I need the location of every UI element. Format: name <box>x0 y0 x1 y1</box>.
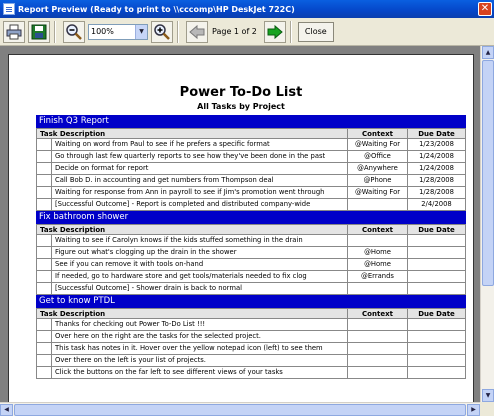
task-check-cell <box>37 283 52 294</box>
column-header-context: Context <box>347 225 407 234</box>
project-header: Get to know PTDL <box>36 295 466 308</box>
task-due-date: 1/28/2008 <box>407 187 465 198</box>
task-context: @Waiting For <box>347 187 407 198</box>
task-description: [Successful Outcome] - Report is completed and distributed company-wide <box>55 200 311 208</box>
scroll-up-icon[interactable]: ▲ <box>482 46 494 59</box>
zoom-select[interactable] <box>88 24 148 40</box>
column-header-context: Context <box>347 309 407 318</box>
task-check-cell <box>37 139 52 150</box>
save-button[interactable] <box>28 21 50 43</box>
task-row <box>36 271 466 283</box>
task-check-cell <box>37 187 52 198</box>
save-icon <box>31 24 47 40</box>
report-title: Power To-Do List <box>179 85 303 100</box>
task-due-date <box>407 247 465 258</box>
task-due-date <box>407 355 465 366</box>
column-header-due-date: Due Date <box>407 129 465 138</box>
task-context <box>347 235 407 246</box>
print-button[interactable] <box>3 21 25 43</box>
task-due-date <box>407 259 465 270</box>
task-due-date <box>407 235 465 246</box>
task-row <box>36 187 466 199</box>
task-row <box>36 235 466 247</box>
task-row <box>36 139 466 151</box>
zoom-in-icon <box>154 24 170 40</box>
column-header-description: Task Description <box>40 310 106 318</box>
column-header-due-date: Due Date <box>407 225 465 234</box>
task-context: @Phone <box>347 175 407 186</box>
task-row <box>36 343 466 355</box>
task-due-date <box>407 319 465 330</box>
task-description: Waiting for response from Ann in payroll to see if Jim's promotion went through <box>55 188 325 196</box>
window-close-button[interactable]: ✕ <box>478 2 492 16</box>
task-check-cell <box>37 367 52 378</box>
task-check-cell <box>37 331 52 342</box>
task-description: Waiting on word from Paul to see if he prefers a specific format <box>55 140 270 148</box>
task-row <box>36 199 466 211</box>
toolbar-separator <box>54 21 56 43</box>
task-row <box>36 259 466 271</box>
report-page <box>8 54 474 406</box>
task-description: Thanks for checking out Power To-Do List !!! <box>55 320 206 328</box>
task-description: See if you can remove it with tools on-hand <box>55 260 204 268</box>
vertical-scroll-thumb[interactable] <box>482 60 494 286</box>
chevron-down-icon[interactable]: ▼ <box>135 25 147 39</box>
page-indicator: Page 1 of 2 <box>212 27 257 36</box>
task-check-cell <box>37 319 52 330</box>
project-header: Fix bathroom shower <box>36 211 466 224</box>
next-page-button[interactable] <box>264 21 286 43</box>
scrollbar-corner <box>480 402 494 416</box>
task-context: @Office <box>347 151 407 162</box>
task-due-date: 1/28/2008 <box>407 175 465 186</box>
toolbar-separator <box>177 21 179 43</box>
report-table <box>36 115 466 379</box>
task-due-date: 1/24/2008 <box>407 163 465 174</box>
task-due-date: 1/24/2008 <box>407 151 465 162</box>
scroll-left-icon[interactable]: ◀ <box>0 404 13 416</box>
task-due-date: 1/23/2008 <box>407 139 465 150</box>
task-context <box>347 283 407 294</box>
close-button[interactable]: Close <box>298 22 334 42</box>
column-header-description: Task Description <box>40 226 106 234</box>
task-check-cell <box>37 151 52 162</box>
task-description: [Successful Outcome] - Shower drain is back to normal <box>55 284 243 292</box>
task-row <box>36 283 466 295</box>
task-description: Waiting to see if Carolyn knows if the kids stuffed something in the drain <box>55 236 303 244</box>
column-header-context: Context <box>347 129 407 138</box>
report-window-icon <box>3 3 15 15</box>
task-row <box>36 163 466 175</box>
task-check-cell <box>37 343 52 354</box>
project-header: Finish Q3 Report <box>36 115 466 128</box>
task-context: @Home <box>347 247 407 258</box>
task-description: This task has notes in it. Hover over the yellow notepad icon (left) to see them <box>55 344 323 352</box>
scroll-down-icon[interactable]: ▼ <box>482 389 494 402</box>
zoom-out-icon <box>66 24 82 40</box>
horizontal-scroll-thumb[interactable] <box>14 404 466 416</box>
task-context <box>347 319 407 330</box>
task-due-date <box>407 271 465 282</box>
task-description: Figure out what's clogging up the drain in the shower <box>55 248 237 256</box>
task-check-cell <box>37 247 52 258</box>
task-context: @Home <box>347 259 407 270</box>
task-check-cell <box>37 259 52 270</box>
task-check-cell <box>37 175 52 186</box>
arrow-left-icon <box>189 24 205 40</box>
task-check-cell <box>37 199 52 210</box>
task-context <box>347 331 407 342</box>
column-header-row <box>36 308 466 319</box>
report-subtitle: All Tasks by Project <box>197 102 285 111</box>
vertical-scrollbar[interactable] <box>480 46 494 402</box>
task-due-date <box>407 283 465 294</box>
previous-page-button[interactable] <box>186 21 208 43</box>
window-title: Report Preview (Ready to print to \\cccomp\HP DeskJet 722C) <box>18 4 295 14</box>
task-description: Call Bob D. in accounting and get numbers from Thompson deal <box>55 176 274 184</box>
column-header-due-date: Due Date <box>407 309 465 318</box>
task-check-cell <box>37 235 52 246</box>
task-due-date <box>407 343 465 354</box>
zoom-in-button[interactable] <box>151 21 173 43</box>
task-row <box>36 175 466 187</box>
task-row <box>36 151 466 163</box>
task-description: Decide on format for report <box>55 164 149 172</box>
task-due-date: 2/4/2008 <box>407 199 465 210</box>
preview-toolbar <box>0 18 494 46</box>
task-description: If needed, go to hardware store and get tools/materials needed to fix clog <box>55 272 307 280</box>
task-check-cell <box>37 163 52 174</box>
zoom-value: 100% <box>91 27 114 36</box>
arrow-right-icon <box>267 24 283 40</box>
preview-area[interactable] <box>0 46 480 406</box>
task-context <box>347 355 407 366</box>
task-context: @Waiting For <box>347 139 407 150</box>
column-header-row <box>36 128 466 139</box>
task-due-date <box>407 331 465 342</box>
task-row <box>36 367 466 379</box>
printer-icon <box>6 24 22 40</box>
task-check-cell <box>37 271 52 282</box>
scroll-right-icon[interactable]: ▶ <box>467 404 480 416</box>
horizontal-scrollbar[interactable] <box>0 402 480 416</box>
task-description: Over there on the left is your list of projects. <box>55 356 206 364</box>
task-row <box>36 247 466 259</box>
window-titlebar <box>0 0 494 18</box>
toolbar-separator <box>290 21 292 43</box>
task-context <box>347 367 407 378</box>
task-row <box>36 319 466 331</box>
task-context <box>347 343 407 354</box>
task-description: Over here on the right are the tasks for the selected project. <box>55 332 261 340</box>
zoom-out-button[interactable] <box>63 21 85 43</box>
task-description: Click the buttons on the far left to see different views of your tasks <box>55 368 283 376</box>
task-context: @Anywhere <box>347 163 407 174</box>
task-due-date <box>407 367 465 378</box>
task-description: Go through last few quarterly reports to see how they've been done in the past <box>55 152 326 160</box>
task-check-cell <box>37 355 52 366</box>
task-context <box>347 199 407 210</box>
task-row <box>36 331 466 343</box>
task-context: @Errands <box>347 271 407 282</box>
task-row <box>36 355 466 367</box>
column-header-row <box>36 224 466 235</box>
column-header-description: Task Description <box>40 130 106 138</box>
